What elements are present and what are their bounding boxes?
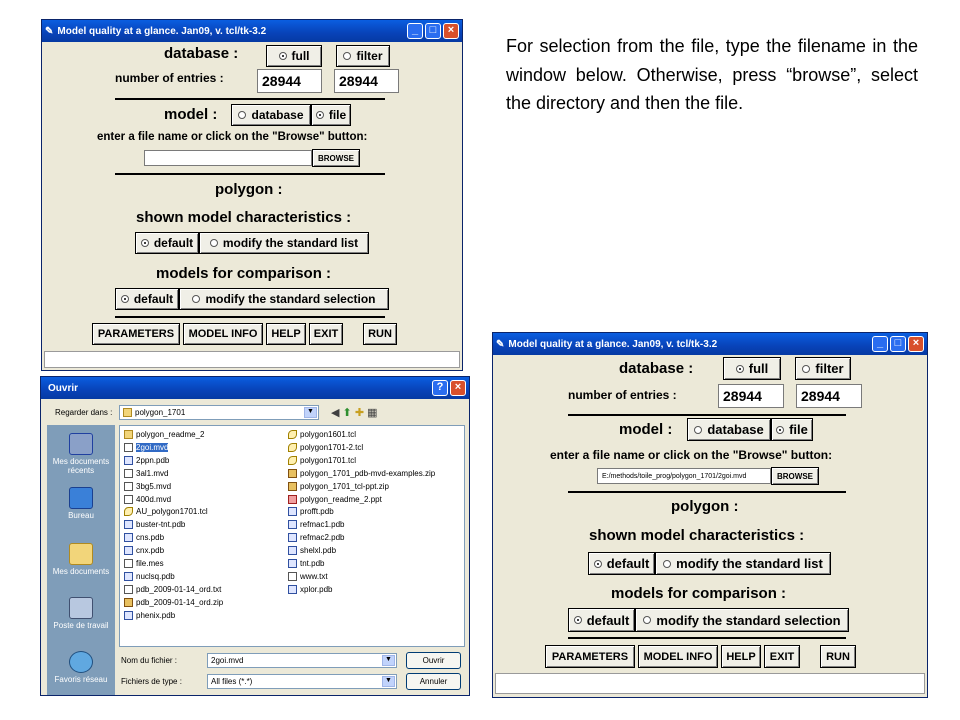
pdb-icon (288, 585, 297, 594)
shown-default-radio[interactable]: default (588, 552, 655, 575)
file-name: polygon_1701_tcl-ppt.zip (300, 481, 389, 491)
pdb-icon (288, 559, 297, 568)
shown-label: shown model characteristics : (589, 527, 805, 544)
file-list-item[interactable] (124, 611, 175, 620)
file-list-item[interactable] (124, 507, 208, 516)
shown-modify-radio[interactable]: modify the standard list (199, 232, 369, 254)
open-button[interactable]: Ouvrir (406, 652, 461, 669)
file-name: polygon_readme_2.ppt (300, 494, 382, 504)
file-name: 400d.mvd (136, 494, 172, 504)
status-bar (44, 351, 460, 368)
tcl-icon (288, 430, 297, 439)
place-desktop[interactable]: Bureau (47, 487, 115, 520)
pdb-icon (288, 520, 297, 529)
pdb-icon (124, 520, 133, 529)
entries-field-2[interactable]: 28944 (334, 69, 399, 93)
model-label: model : (619, 421, 673, 438)
back-icon[interactable]: ◀ (331, 407, 340, 419)
compare-label: models for comparison : (611, 585, 787, 602)
file-icon (124, 469, 133, 478)
zip-icon (288, 469, 297, 478)
file-list-item[interactable] (124, 585, 221, 594)
open-file-dialog (40, 376, 470, 696)
titlebar[interactable] (42, 20, 462, 42)
file-name: AU_polygon1701.tcl (136, 507, 208, 517)
polygon-label: polygon : (215, 181, 283, 198)
file-name: pdb_2009-01-14_ord.zip (136, 597, 224, 607)
browse-button[interactable]: BROWSE (312, 149, 360, 167)
close-icon[interactable]: × (443, 23, 459, 39)
look-in-label: Regarder dans : (55, 408, 113, 417)
pdb-icon (288, 533, 297, 542)
ppt-icon (288, 495, 297, 504)
compare-default-radio[interactable]: default (568, 608, 635, 632)
entries-label: number of entries : (115, 71, 224, 85)
entries-field-1[interactable]: 28944 (257, 69, 322, 93)
entries-label: number of entries : (568, 388, 677, 402)
filename-input[interactable]: 2goi.mvd ▼ (207, 653, 397, 668)
compare-default-radio[interactable]: default (115, 288, 179, 310)
file-name: polygon1701-2.tcl (300, 442, 364, 452)
file-icon (124, 585, 133, 594)
chevron-down-icon[interactable]: ▼ (382, 676, 395, 687)
file-name: refmac1.pdb (300, 520, 345, 530)
minimize-icon[interactable]: _ (872, 336, 888, 352)
documents-icon (69, 543, 93, 565)
divider (568, 414, 846, 416)
maximize-icon[interactable]: □ (425, 23, 441, 39)
tk-window-bottom (492, 332, 928, 698)
shown-label: shown model characteristics : (136, 209, 352, 226)
up-folder-icon[interactable]: ⬆ (342, 407, 352, 419)
file-list-item[interactable] (124, 443, 168, 452)
file-list-item[interactable] (288, 559, 324, 568)
polygon-label: polygon : (671, 498, 739, 515)
file-list-item[interactable] (124, 495, 171, 504)
pdb-icon (288, 507, 297, 516)
folder-icon (123, 408, 132, 417)
shown-default-radio[interactable]: default (135, 232, 199, 254)
computer-icon (69, 597, 93, 619)
file-prompt: enter a file name or click on the "Browse" button: (550, 448, 833, 462)
file-name: 2ppn.pdb (136, 455, 170, 465)
file-name: polygon_readme_2 (136, 430, 205, 439)
file-name: polygon1701.tcl (300, 455, 357, 465)
file-input[interactable]: E:/methods/toile_prog/polygon_1701/2goi.mvd (597, 468, 771, 484)
browse-button[interactable]: BROWSE (771, 467, 819, 485)
file-list-item[interactable] (124, 482, 171, 491)
zip-icon (288, 482, 297, 491)
file-list-item[interactable] (124, 456, 169, 465)
file-icon (124, 443, 133, 452)
file-name: cnx.pdb (136, 546, 165, 556)
chevron-down-icon[interactable]: ▼ (304, 407, 317, 418)
database-label: database : (164, 45, 239, 62)
filetype-label: Fichiers de type : (121, 677, 182, 686)
network-icon (69, 651, 93, 673)
file-list-item[interactable] (288, 533, 344, 542)
pdb-icon (124, 546, 133, 555)
pdb-icon (124, 533, 133, 542)
model-database-radio[interactable]: database (687, 418, 771, 441)
pdb-icon (124, 456, 133, 465)
desktop-icon (69, 487, 93, 509)
cancel-button[interactable]: Annuler (406, 673, 461, 690)
database-label: database : (619, 360, 694, 377)
file-name: file.mes (136, 559, 164, 568)
dialog-title: Ouvrir (48, 382, 79, 394)
model-label: model : (164, 106, 218, 123)
file-list-item[interactable] (288, 469, 435, 478)
close-icon[interactable]: × (908, 336, 924, 352)
file-list-item[interactable] (124, 469, 168, 478)
file-name: www.txt (300, 571, 328, 581)
look-in-combo[interactable]: polygon_1701 ▼ (119, 405, 319, 420)
model-file-radio[interactable]: file (771, 418, 813, 441)
file-list-item[interactable] (288, 495, 382, 504)
file-list-item[interactable] (124, 559, 164, 568)
tcl-icon (124, 507, 133, 516)
file-list-item[interactable] (124, 572, 175, 581)
file-name: phenix.pdb (136, 610, 176, 620)
model-database-radio[interactable]: database (231, 104, 311, 126)
file-name: tnt.pdb (300, 559, 325, 568)
places-bar (47, 425, 115, 695)
description-text: For selection from the file, type the filename in the window below. Otherwise, press “browse”, select the directory and then the file. (506, 36, 918, 113)
file-name: buster-tnt.pdb (136, 520, 186, 530)
model-info-button[interactable]: MODEL INFO (638, 645, 718, 668)
tcl-icon (288, 456, 297, 465)
exit-button[interactable]: EXIT (764, 645, 800, 668)
file-name: shelxl.pdb (300, 546, 337, 556)
file-icon (124, 559, 133, 568)
file-list-item[interactable] (288, 443, 363, 452)
entries-field-1[interactable]: 28944 (718, 384, 784, 408)
compare-modify-radio[interactable]: modify the standard selection (635, 608, 849, 632)
file-list-item[interactable] (288, 520, 344, 529)
tcl-icon (288, 443, 297, 452)
file-name: profft.pdb (300, 507, 334, 517)
run-button[interactable]: RUN (820, 645, 856, 668)
file-name: refmac2.pdb (300, 533, 345, 543)
pdb-icon (124, 572, 133, 581)
help-icon[interactable]: ? (432, 380, 448, 396)
pdb-icon (288, 546, 297, 555)
feather-icon: ✎ (45, 25, 54, 37)
place-recent[interactable]: Mes documents récents (47, 433, 115, 475)
file-name: polygon_1701_pdb-mvd-examples.zip (300, 468, 436, 478)
file-icon (288, 572, 297, 581)
help-button[interactable]: HELP (266, 323, 306, 345)
status-bar (495, 673, 925, 694)
file-list-item[interactable] (124, 546, 164, 555)
entries-field-2[interactable]: 28944 (796, 384, 862, 408)
file-list-item[interactable] (288, 456, 356, 465)
file-name: polygon1601.tcl (300, 430, 357, 439)
recent-icon (69, 433, 93, 455)
db-filter-radio[interactable]: filter (336, 45, 390, 67)
view-menu-icon[interactable]: ▦ (367, 407, 378, 419)
shown-modify-radio[interactable]: modify the standard list (655, 552, 831, 575)
zip-icon (124, 598, 133, 607)
divider (115, 316, 385, 318)
model-info-button[interactable]: MODEL INFO (183, 323, 263, 345)
file-list[interactable] (119, 425, 465, 647)
file-name: nuclsq.pdb (136, 571, 175, 581)
place-computer[interactable]: Poste de travail (47, 597, 115, 630)
dialog-titlebar[interactable] (41, 377, 469, 399)
parameters-button[interactable]: PARAMETERS (545, 645, 635, 668)
file-list-item[interactable] (288, 430, 356, 439)
pdb-icon (124, 611, 133, 620)
compare-label: models for comparison : (156, 265, 332, 282)
folder-icon (124, 430, 133, 439)
maximize-icon[interactable]: □ (890, 336, 906, 352)
db-filter-radio[interactable]: filter (795, 357, 851, 380)
filetype-select[interactable]: All files (*.*) ▼ (207, 674, 397, 689)
file-list-item[interactable] (288, 482, 389, 491)
titlebar[interactable] (493, 333, 927, 355)
file-name: 3al1.mvd (136, 468, 169, 478)
file-name: xplor.pdb (300, 584, 333, 594)
file-input[interactable] (144, 150, 312, 166)
filename-label: Nom du fichier : (121, 656, 178, 665)
close-icon[interactable]: × (450, 380, 466, 396)
file-list-item[interactable] (288, 585, 332, 594)
window-title: Model quality at a glance. Jan09, v. tcl/tk-3.2 (57, 25, 267, 37)
file-list-item[interactable] (124, 598, 223, 607)
run-button[interactable]: RUN (363, 323, 397, 345)
model-file-radio[interactable]: file (311, 104, 351, 126)
file-name: pdb_2009-01-14_ord.txt (136, 584, 222, 594)
help-button[interactable]: HELP (721, 645, 761, 668)
file-name: cns.pdb (136, 533, 165, 543)
exit-button[interactable]: EXIT (309, 323, 343, 345)
compare-modify-radio[interactable]: modify the standard selection (179, 288, 389, 310)
file-icon (124, 482, 133, 491)
file-list-item[interactable] (124, 520, 185, 529)
window-title: Model quality at a glance. Jan09, v. tcl/tk-3.2 (508, 338, 718, 350)
db-full-radio[interactable]: full (723, 357, 781, 380)
tk-window-top (41, 19, 463, 371)
divider (568, 637, 846, 639)
file-prompt: enter a file name or click on the "Browse" button: (97, 131, 368, 143)
file-list-item[interactable] (288, 572, 328, 581)
new-folder-icon[interactable]: ✚ (354, 407, 365, 419)
chevron-down-icon[interactable]: ▼ (382, 655, 395, 666)
file-list-item[interactable] (288, 546, 336, 555)
file-list-item[interactable] (124, 430, 205, 439)
parameters-button[interactable]: PARAMETERS (92, 323, 180, 345)
place-network[interactable]: Favoris réseau (47, 651, 115, 684)
minimize-icon[interactable]: _ (407, 23, 423, 39)
feather-icon: ✎ (496, 338, 505, 350)
divider (568, 491, 846, 493)
db-full-radio[interactable]: full (266, 45, 322, 67)
place-documents[interactable]: Mes documents (47, 543, 115, 576)
file-icon (124, 495, 133, 504)
file-list-item[interactable] (124, 533, 164, 542)
file-list-item[interactable] (288, 507, 334, 516)
divider (115, 173, 385, 175)
file-name: 2goi.mvd (136, 442, 169, 452)
file-name: 3bg5.mvd (136, 481, 172, 491)
divider (115, 98, 385, 100)
